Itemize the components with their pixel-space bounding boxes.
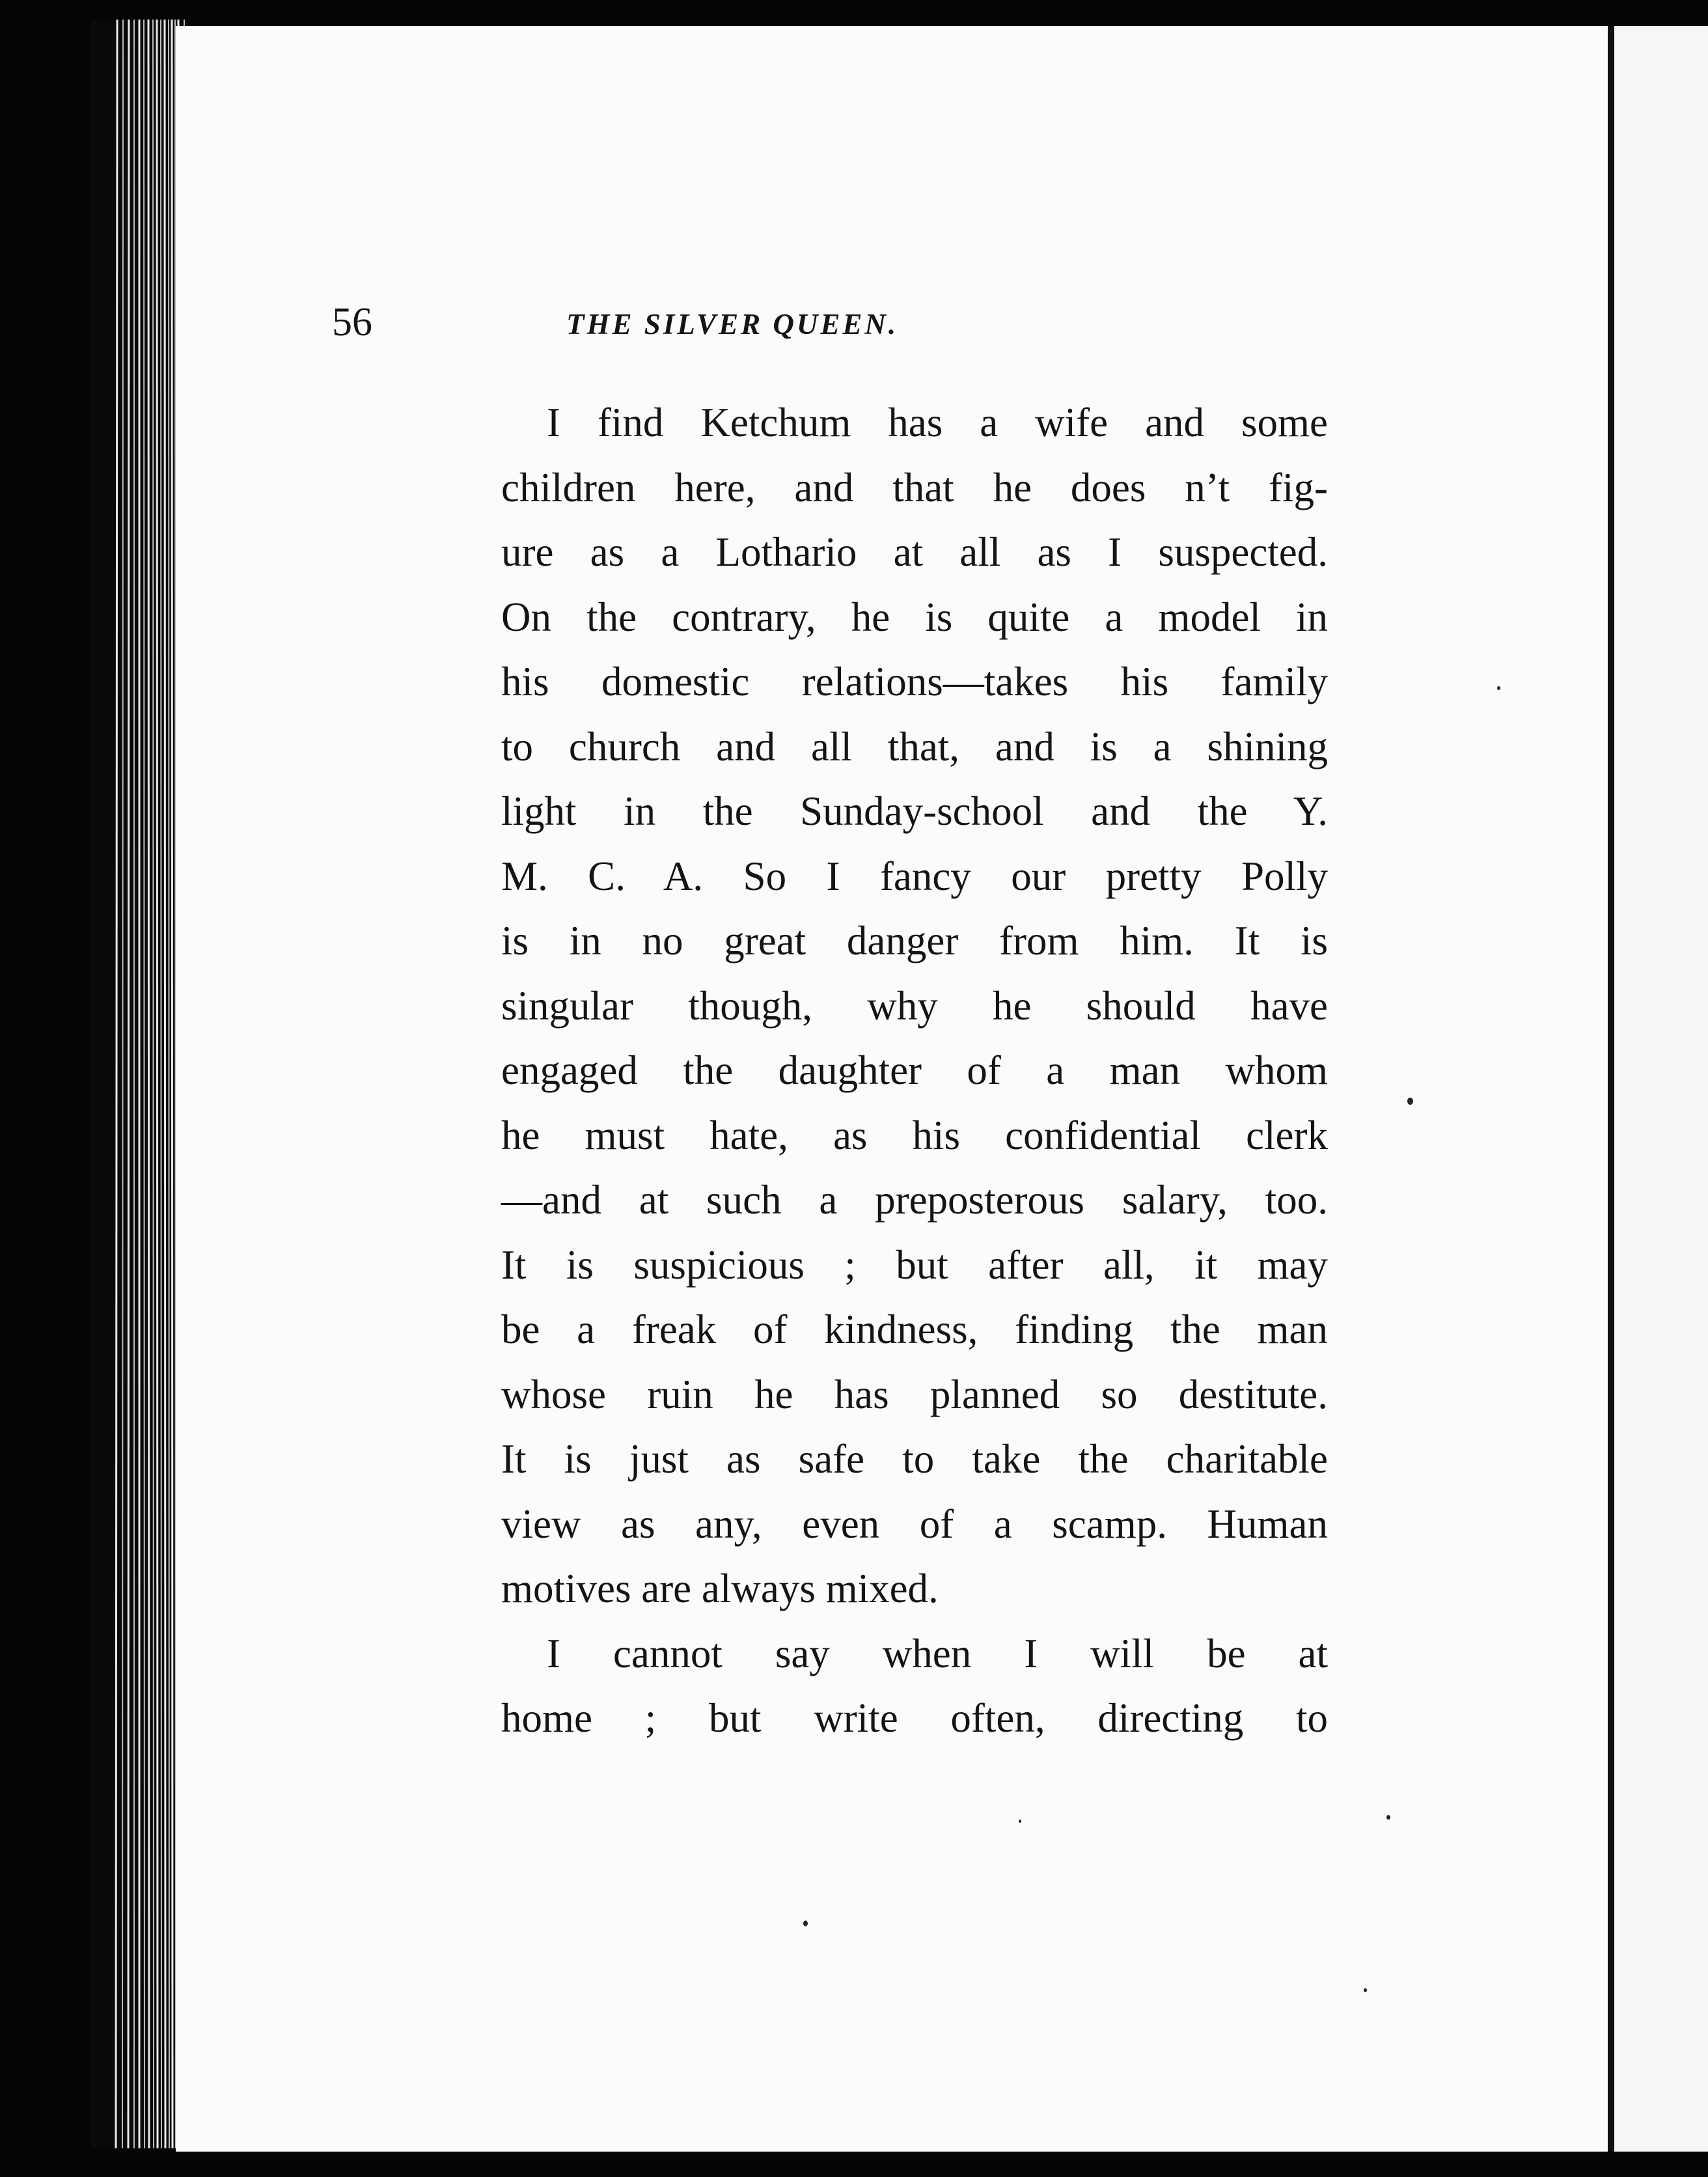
paragraph: [501, 1622, 1328, 1751]
text-line: is in no great danger from him. It is: [501, 918, 1328, 964]
text-line: I find Ketchum has a wife and some: [547, 400, 1328, 445]
scan-speck: [1019, 1820, 1021, 1823]
text-line: home ; but write often, directing to: [501, 1695, 1328, 1741]
text-line: view as any, even of a scamp. Human: [501, 1501, 1328, 1547]
text-line: to church and all that, and is a shining: [501, 723, 1328, 770]
text-line: —and at such a preposterous salary, too.: [501, 1177, 1328, 1223]
text-line: be a freak of kindness, finding the man: [501, 1307, 1328, 1352]
page-number: 56: [332, 300, 372, 344]
text-line: On the contrary, he is quite a model in: [501, 594, 1328, 640]
text-line: I cannot say when I will be at: [547, 1630, 1328, 1676]
running-title: THE SILVER QUEEN.: [566, 308, 899, 340]
text-line: motives are always mixed.: [501, 1566, 939, 1611]
scan-speck: [1386, 1815, 1390, 1820]
page-gutter-shadow: [1608, 26, 1614, 2152]
scan-speck: [1497, 686, 1500, 690]
text-line: It is just as safe to take the charitable: [501, 1436, 1328, 1482]
text-line: light in the Sunday-school and the Y.: [501, 788, 1328, 834]
paragraph: [501, 391, 1328, 1622]
text-line: engaged the daughter of a man whom: [501, 1047, 1328, 1093]
text-line: he must hate, as his confidential clerk: [501, 1112, 1328, 1158]
scan-speck: [1364, 1988, 1367, 1992]
text-line: M. C. A. So I fancy our pretty Polly: [501, 853, 1328, 899]
body-text: [501, 391, 1328, 1751]
scan-speck: [1407, 1098, 1413, 1105]
text-line: ure as a Lothario at all as I suspected.: [501, 529, 1328, 575]
running-head: [332, 299, 1126, 352]
text-line: his domestic relations—takes his family: [501, 659, 1328, 704]
text-line: whose ruin he has planned so destitute.: [501, 1371, 1328, 1417]
text-line: children here, and that he does n’t fig-: [501, 464, 1328, 510]
scan-speck: [803, 1920, 808, 1926]
text-line: singular though, why he should have: [501, 982, 1328, 1029]
page-edges-illustration: [91, 20, 189, 2148]
facing-page-edge: [1614, 26, 1708, 2152]
text-line: It is suspicious ; but after all, it may: [501, 1241, 1328, 1288]
